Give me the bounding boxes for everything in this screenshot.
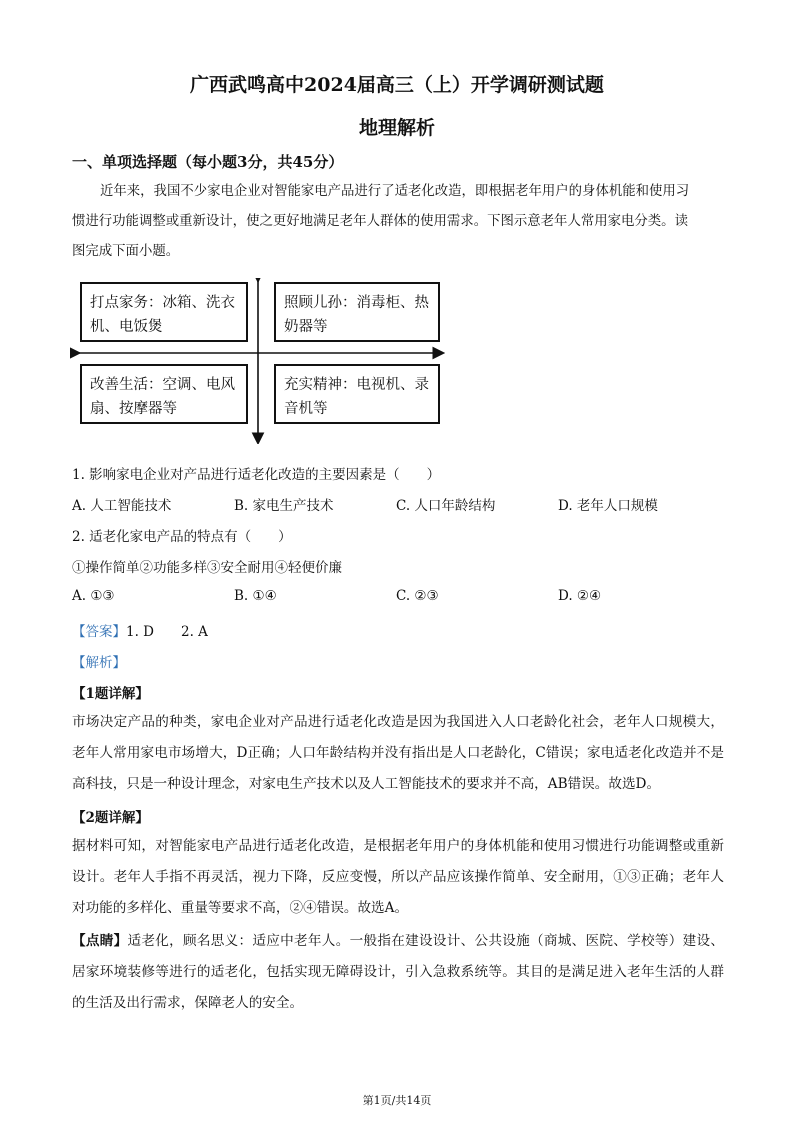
q1-detail-text: 市场决定产品的种类，家电企业对产品进行适老化改造是因为我国进入人口老龄化社会，老年人口规模大，老年人常用家电市场增大，D正确；人口年龄结构并没有指出是人口老龄化，C错误；家电适老化改造并不是高科技，只是一种设计理念，对家电生产技术以及人工智能技术的要求并不高，AB错误。故选D。 <box>72 714 724 792</box>
intro-paragraph <box>72 177 724 267</box>
intro-line-3: 图完成下面小题。 <box>72 244 180 259</box>
intro-line-1: 近年来，我国不少家电企业对智能家电产品进行了适老化改造，即根据老年用户的身体机能和使用习 <box>100 184 690 199</box>
q2-detail-heading: 【2题详解】 <box>72 810 149 826</box>
category-box-housework: 打点家务：冰箱、洗衣机、电饭煲 <box>80 282 248 342</box>
page-number: 第1页/共14页 <box>362 1094 432 1107</box>
tip-paragraph <box>72 926 724 1019</box>
tip-text: 适老化，顾名思义：适应中老年人。一般指在建设设计、公共设施（商城、医院、学校等）建设、居家环境装修等进行的适老化，包括实现无障碍设计，引入急救系统等。其目的是满足进入老年生活的人群的生活及出行需求，保障老人的安全。 <box>72 933 724 1011</box>
question-1-option-b: B. 家电生产技术 <box>234 498 334 514</box>
question-2-option-c: C. ②③ <box>396 588 439 604</box>
category-box-spiritual-life: 充实精神：电视机、录音机等 <box>274 364 440 424</box>
question-2-stem: 2. 适老化家电产品的特点有（ ） <box>72 529 292 545</box>
question-1-option-d: D. 老年人口规模 <box>558 498 658 514</box>
question-2-option-a: A. ①③ <box>72 588 115 604</box>
question-2-option-b: B. ①④ <box>234 588 277 604</box>
page-subtitle: 地理解析 <box>358 117 435 139</box>
section-heading: 一、单项选择题（每小题3分，共45分） <box>72 153 344 171</box>
question-1-option-a: A. 人工智能技术 <box>72 498 172 514</box>
answer-text: 1. D 2. A <box>126 624 208 640</box>
answer-line <box>72 620 208 640</box>
category-box-childcare: 照顾儿孙：消毒柜、热奶器等 <box>274 282 440 342</box>
page-title: 广西武鸣高中2024届高三（上）开学调研测试题 <box>190 74 604 96</box>
q1-detail-heading: 【1题详解】 <box>72 686 149 702</box>
answer-tag: 【答案】 <box>72 624 126 640</box>
question-1-stem: 1. 影响家电企业对产品进行适老化改造的主要因素是（ ） <box>72 467 441 483</box>
q2-detail-text: 据材料可知，对智能家电产品进行适老化改造，是根据老年用户的身体机能和使用习惯进行功能调整或重新设计。老年人手指不再灵活，视力下降，反应变慢，所以产品应该操作简单、安全耐用，①③正确；老年人对功能的多样化、重量等要求不高，②④错误。故选A。 <box>72 838 724 916</box>
appliance-classification-diagram <box>70 278 450 444</box>
category-box-improve-life: 改善生活：空调、电风扇、按摩器等 <box>80 364 248 424</box>
question-2-items: ①操作简单②功能多样③安全耐用④轻便价廉 <box>72 560 342 576</box>
analysis-tag: 【解析】 <box>72 655 126 671</box>
tip-tag: 【点睛】 <box>72 933 128 949</box>
question-2-option-d: D. ②④ <box>558 588 602 604</box>
intro-line-2: 惯进行功能调整或重新设计，使之更好地满足老年人群体的使用需求。下图示意老年人常用家电分类。读 <box>72 214 688 229</box>
question-1-option-c: C. 人口年龄结构 <box>396 498 496 514</box>
